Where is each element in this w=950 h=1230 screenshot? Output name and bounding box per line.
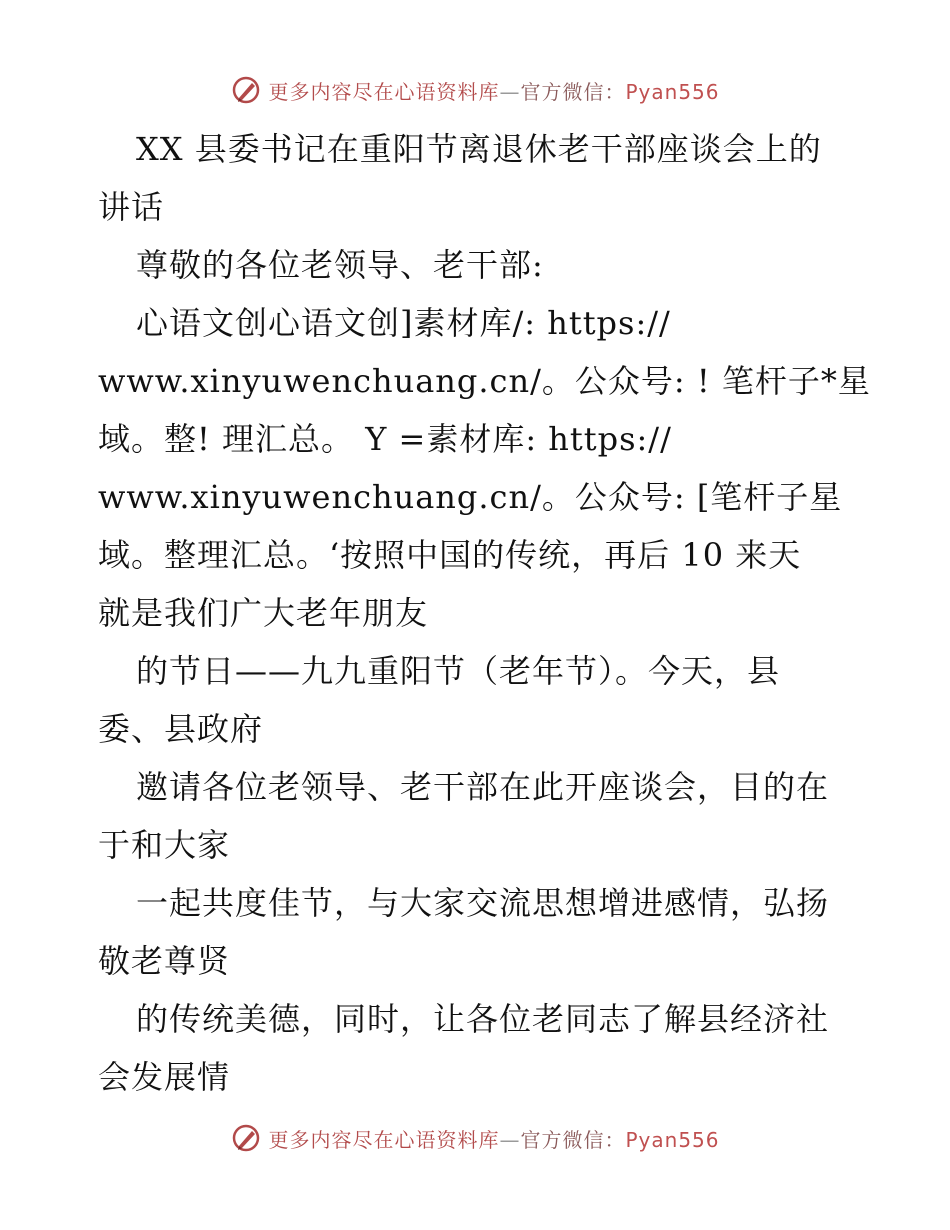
text-line: www.xinyuwenchuang.cn/。公众号: [笔杆子星 bbox=[98, 478, 843, 516]
footer-banner bbox=[0, 1118, 950, 1158]
pen-logo-icon bbox=[230, 74, 262, 106]
text-line: 域。整理汇总。‘按照中国的传统，再后 10 来天 bbox=[98, 536, 802, 574]
text-line: 的传统美德，同时，让各位老同志了解县经济社 bbox=[136, 1000, 830, 1038]
banner-text: 更多内容尽在心语资料库—官方微信：Pyan556 bbox=[268, 79, 720, 104]
pen-logo-icon bbox=[230, 1122, 262, 1154]
text-line: 敬老尊贤 bbox=[98, 942, 231, 980]
text-line: 域。整! 理汇总。 Y =素材库: https:// bbox=[98, 420, 672, 458]
text-line: 就是我们广大老年朋友 bbox=[98, 594, 429, 632]
header-banner bbox=[0, 70, 950, 110]
text-line: 心语文创心语文创]素材库/: https:// bbox=[136, 304, 671, 342]
text-line: 讲话 bbox=[98, 188, 165, 226]
banner-text: 更多内容尽在心语资料库—官方微信：Pyan556 bbox=[268, 1127, 720, 1152]
text-line: 一起共度佳节，与大家交流思想增进感情，弘扬 bbox=[136, 884, 830, 922]
text-line: 的节日——九九重阳节（老年节）。今天，县 bbox=[136, 652, 781, 690]
text-line: 会发展情 bbox=[98, 1058, 231, 1096]
text-line: 尊敬的各位老领导、老干部: bbox=[136, 246, 544, 284]
text-line: 邀请各位老领导、老干部在此开座谈会，目的在 bbox=[136, 768, 830, 806]
document-body bbox=[98, 120, 871, 1106]
text-line: XX 县委书记在重阳节离退休老干部座谈会上的 bbox=[136, 130, 822, 168]
text-line: 委、县政府 bbox=[98, 710, 264, 748]
text-line: www.xinyuwenchuang.cn/。公众号: ! 笔杆子*星 bbox=[98, 362, 871, 400]
text-line: 于和大家 bbox=[98, 826, 231, 864]
